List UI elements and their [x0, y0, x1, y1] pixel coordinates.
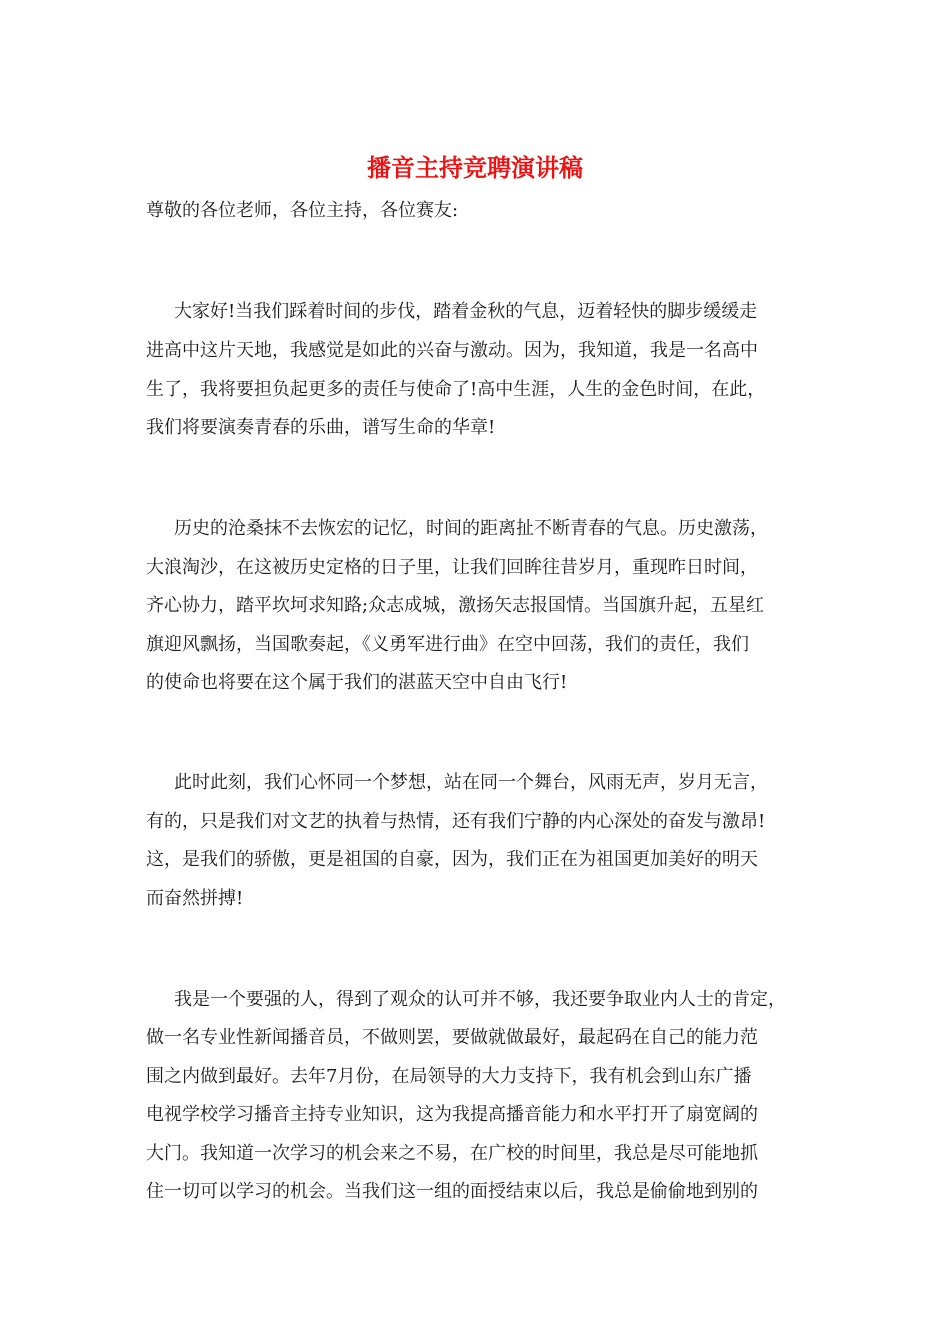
text-line: 生了，我将要担负起更多的责任与使命了!高中生涯，人生的金色时间，在此， — [146, 379, 766, 400]
text-line: 做一名专业性新闻播音员，不做则罢，要做就做最好，最起码在自己的能力范 — [146, 1027, 758, 1048]
text-line: 齐心协力，踏平坎坷求知路;众志成城，激扬矢志报国情。当国旗升起，五星红 — [146, 595, 765, 616]
text-line: 而奋然拼搏! — [146, 888, 244, 909]
text-line: 旗迎风飘扬，当国歌奏起，《义勇军进行曲》在空中回荡，我们的责任，我们 — [146, 634, 749, 655]
text-line: 住一切可以学习的机会。当我们这一组的面授结束以后，我总是偷偷地到别的 — [146, 1181, 758, 1202]
text-line: 大门。我知道一次学习的机会来之不易，在广校的时间里，我总是尽可能地抓 — [146, 1143, 758, 1164]
document-title: 播音主持竞聘演讲稿 — [367, 153, 583, 182]
text-line: 围之内做到最好。去年7月份，在局领导的大力支持下，我有机会到山东广播 — [146, 1066, 752, 1087]
text-line: 我们将要演奏青春的乐曲，谱写生命的华章! — [146, 417, 496, 438]
text-line: 电视学校学习播音主持专业知识，这为我提高播音能力和水平打开了扇宽阔的 — [146, 1104, 758, 1125]
text-line: 此时此刻，我们心怀同一个梦想，站在同一个舞台，风雨无声，岁月无言， — [174, 772, 768, 793]
salutation: 尊敬的各位老师，各位主持，各位赛友: — [146, 200, 459, 221]
text-line: 进高中这片天地，我感觉是如此的兴奋与激动。因为，我知道，我是一名高中 — [146, 340, 758, 361]
text-line: 大家好!当我们踩着时间的步伐，踏着金秋的气息，迈着轻快的脚步缓缓走 — [174, 301, 758, 322]
text-line: 的使命也将要在这个属于我们的湛蓝天空中自由飞行! — [146, 672, 568, 693]
text-line: 历史的沧桑抹不去恢宏的记忆，时间的距离扯不断青春的气息。历史激荡， — [174, 518, 768, 539]
text-line: 我是一个要强的人，得到了观众的认可并不够，我还要争取业内人士的肯定， — [174, 989, 786, 1010]
text-line: 有的，只是我们对文艺的执着与热情，还有我们宁静的内心深处的奋发与激昂! — [146, 811, 766, 832]
text-line: 大浪淘沙，在这被历史定格的日子里，让我们回眸往昔岁月，重现昨日时间， — [146, 557, 758, 578]
text-line: 这，是我们的骄傲，更是祖国的自豪，因为，我们正在为祖国更加美好的明天 — [146, 849, 758, 870]
